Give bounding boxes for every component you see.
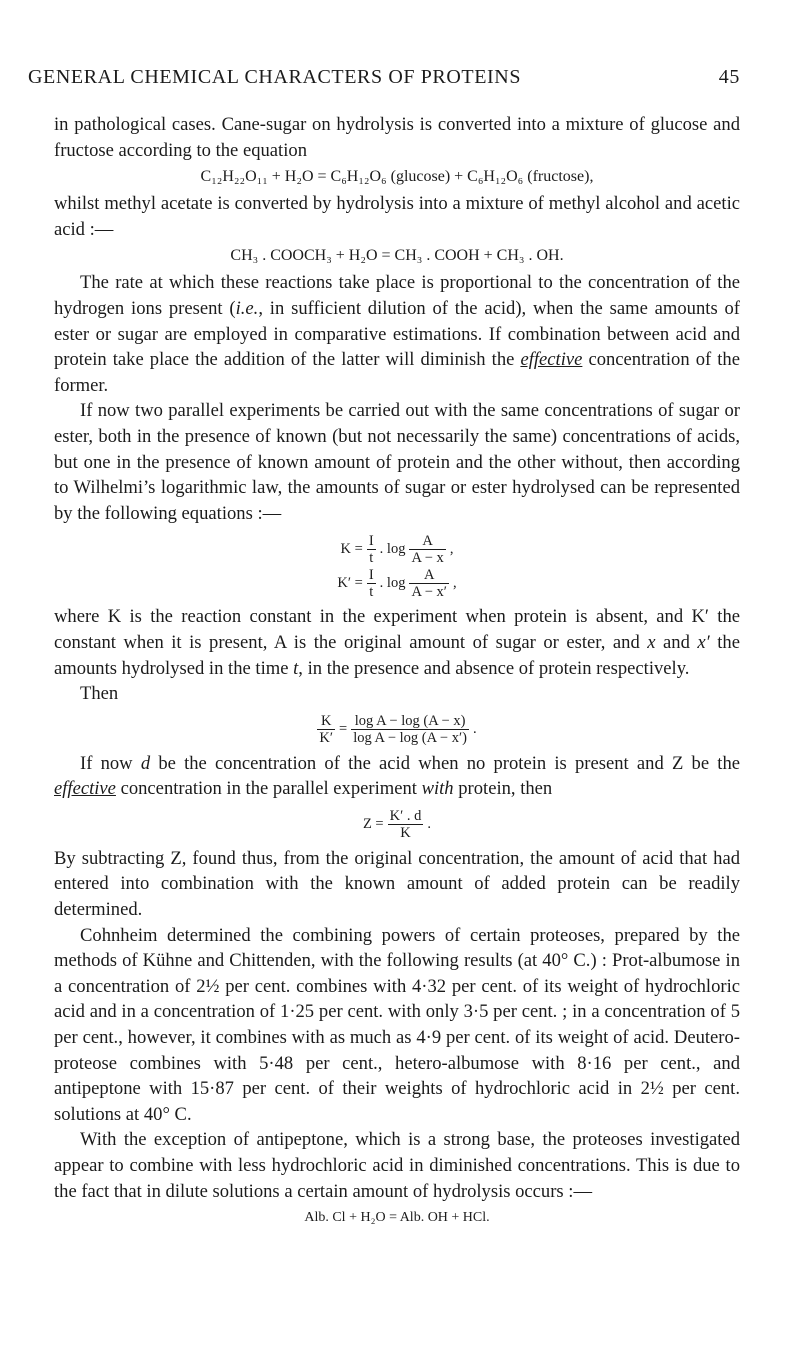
- running-header: [28, 66, 740, 89]
- equation-methyl-acetate: CH₃ . COOCH₃ + H₂O = CH₃ . COOH + CH₃ . OH.: [230, 247, 564, 265]
- equation-ratio: $\frac{K}{K'}$ = $\frac{\text{log A − log (A − x)}}{\text{log A − log (A − x′)}}$ .: [319, 713, 477, 747]
- equations-wilhelmi: [54, 532, 740, 600]
- page-body: [54, 112, 740, 1232]
- equation-albumose-hydrolysis: Alb. Cl + H₂O = Alb. OH + HCl.: [304, 1210, 490, 1226]
- paragraph-4: If now two parallel experiments be carried out with the same concentrations of sugar or ester, both in the presence of known (but not necessarily the same) concentrations of acids, but one in the presence of known amount of protein and the other without, then according to Wilhelmi’s logarithmic law, the amounts of sugar or ester hydrolysed can be represented by the following equations :—: [54, 400, 740, 524]
- equation-k: K = $\frac{I}{t}$ . log $\frac{A}{A - x}$ ,: [340, 532, 454, 566]
- paragraph-8: By subtracting Z, found thus, from the original concentration, the amount of acid that had entered into combination with the known amount of added protein can be readily determined.: [54, 847, 740, 921]
- equation-k-prime: K′ = $\frac{I}{t}$ . log $\frac{A}{A - x'}$ ,: [337, 566, 457, 600]
- paragraph-6: Then: [80, 683, 119, 705]
- paragraph-5: where K is the reaction constant in the experiment when protein is absent, and K′ the constant when it is present, A is the original amount of sugar or ester, and x and x′ the amounts hydrolysed in the time t, in the presence and absence of protein respectively.: [54, 606, 740, 679]
- paragraph-10: With the exception of antipeptone, which is a strong base, the proteoses investigated appear to combine with less hydrochloric acid in diminished concentrations. This is due to the fact that in dilute solutions a certain amount of hydrolysis occurs :—: [54, 1129, 740, 1202]
- running-title: GENERAL CHEMICAL CHARACTERS OF PROTEINS: [28, 66, 522, 88]
- paragraph-1: in pathological cases. Cane-sugar on hydrolysis is converted into a mixture of glucose and fructose according to the equation: [54, 114, 740, 161]
- paragraph-3: The rate at which these reactions take place is proportional to the concentration of the hydrogen ions present (i.e., in sufficient dilution of the acid), when the same amounts of ester or sugar are employed in comparative estimations. If combination between acid and protein take place the addition of the latter will diminish the effective concentration of the former.: [54, 272, 740, 396]
- page-number: 45: [718, 66, 740, 88]
- paragraph-2: whilst methyl acetate is converted by hydrolysis into a mixture of methyl alcohol and acetic acid :—: [54, 193, 740, 240]
- paragraph-9: Cohnheim determined the combining powers of certain proteoses, prepared by the methods of Kühne and Chittenden, with the following results (at 40° C.) : Prot-albumose in a concentration of 2½ per cent. combines with 4·32 per cent. of its weight of hydrochloric acid and in a concentration of 1·25 per cent. with only 3·5 per cent. ; in a concentration of 5 per cent., however, it combines with as much as 4·9 per cent. of its weight of acid. Deutero-proteose combines with 5·48 per cent., hetero-albumose with 8·16 per cent., and antipeptone with 15·87 per cent. of their weights of hydrochloric acid in 2½ per cent. solutions at 40° C.: [54, 924, 740, 1125]
- equation-z: Z = $\frac{K' . d}{K}$ .: [362, 808, 432, 842]
- paragraph-7: If now d be the concentration of the acid when no protein is present and Z be the effective concentration in the parallel experiment with protein, then: [54, 752, 740, 800]
- equation-cane-sugar: C₁₂H₂₂O₁₁ + H₂O = C₆H₁₂O₆ (glucose) + C₆H₁₂O₆ (fructose),: [200, 168, 594, 186]
